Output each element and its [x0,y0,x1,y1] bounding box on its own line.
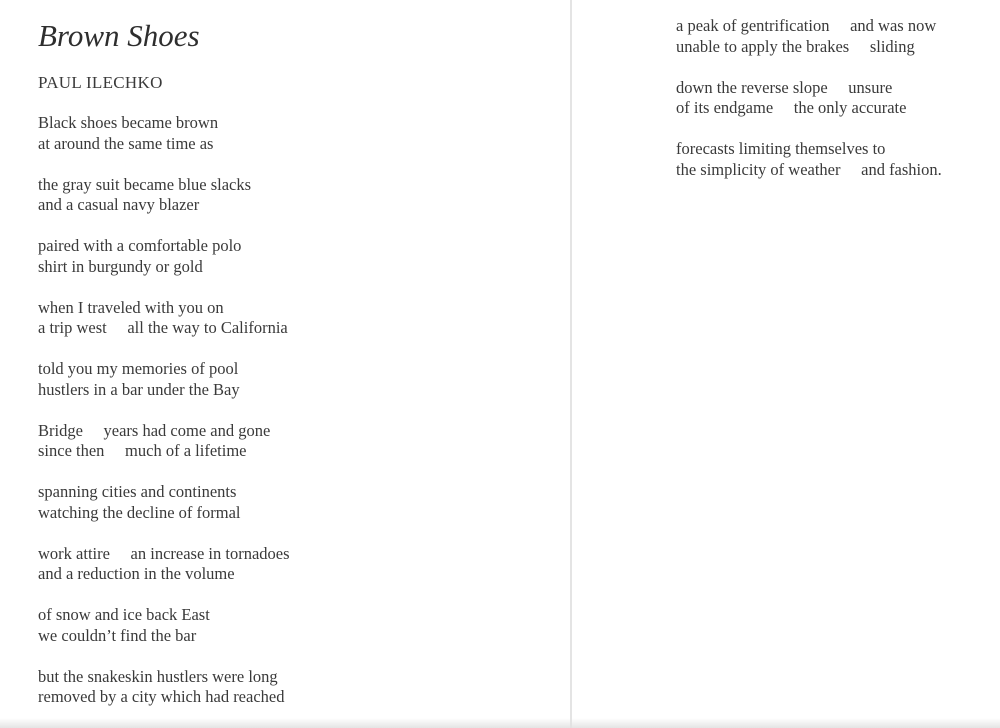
poem-line: and a reduction in the volume [38,564,235,583]
poem-line: watching the decline of formal [38,502,241,522]
poem-line: at around the same time as [38,133,214,153]
poem-line: spanning cities and continents [38,482,237,501]
poem-line: removed by a city which had reached [38,687,285,706]
poem-author: PAUL ILECHKO [38,73,163,92]
stanza-12 [676,78,942,119]
stanza-13 [676,139,942,180]
poem-line: a trip west all the way to California [38,318,288,337]
poem-line: Black shoes became brown [38,113,219,132]
poem-line: told you my memories of pool [38,359,239,378]
bottom-edge-shadow [0,718,1000,728]
right-page-stanzas [676,16,942,201]
stanza-6 [38,421,290,462]
right-page [572,0,1000,728]
stanza-2 [38,175,290,216]
stanza-10 [38,667,290,708]
stanza-1 [38,113,290,154]
poem-line: but the snakeskin hustlers were long [38,666,278,686]
poem-line: paired with a comfortable polo [38,236,242,255]
stanza-9 [38,605,290,646]
poem-line: a peak of gentrification and was now [676,16,937,35]
poem-line: unable to apply the brakes sliding [676,36,915,56]
poem-line: the gray suit became blue slacks [38,174,252,194]
poem-line: Bridge years had come and gone [38,420,271,440]
poem-line: of snow and ice back East [38,605,210,624]
poem-line: forecasts limiting themselves to [676,139,886,158]
poem-line: of its endgame the only accurate [676,98,907,117]
poem-line: the simplicity of weather and fashion. [676,159,942,179]
poem-line: since then much of a lifetime [38,441,247,460]
stanza-3 [38,236,290,277]
stanza-8 [38,544,290,585]
left-page-stanzas [38,113,290,728]
poem-line: down the reverse slope unsure [676,77,893,97]
poem-line: we couldn’t find the bar [38,625,197,645]
poem-line: shirt in burgundy or gold [38,256,203,276]
poem-line: work attire an increase in tornadoes [38,543,290,563]
stanza-5 [38,359,290,400]
poem-line: when I traveled with you on [38,297,224,317]
stanza-4 [38,298,290,339]
poem-line: hustlers in a bar under the Bay [38,379,240,399]
poem-line: and a casual navy blazer [38,195,200,214]
stanza-11 [676,16,942,57]
stanza-7 [38,482,290,523]
poem-title: Brown Shoes [38,18,200,53]
